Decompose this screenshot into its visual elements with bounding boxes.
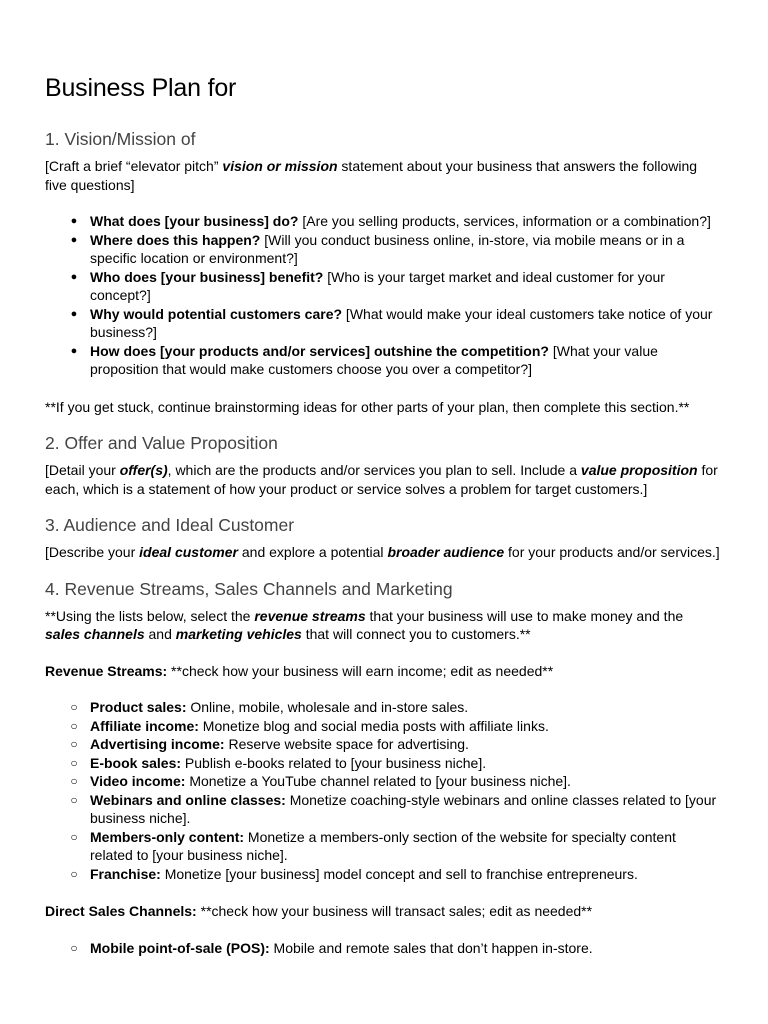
list-item-label: How does [your products and/or services] outshine the competition? xyxy=(90,342,549,359)
bullet-circle-icon: ○ xyxy=(70,718,78,733)
audience-paragraph xyxy=(45,543,720,562)
audience-text: [Describe your xyxy=(45,544,140,560)
list-item-label: E-book sales: xyxy=(90,754,182,771)
bullet-disc-icon: ● xyxy=(70,270,78,283)
vision-intro-text: [Craft a brief “elevator pitch” xyxy=(45,158,223,174)
bullet-circle-icon: ○ xyxy=(70,755,78,770)
revenue-streams-title: Revenue Streams: xyxy=(45,662,168,679)
list-item-label: Webinars and online classes: xyxy=(90,791,286,808)
direct-sales-note: **check how your business will transact sales; edit as needed** xyxy=(196,903,593,919)
list-item-text: Monetize coaching-style webinars and online classes related to [your business niche]. xyxy=(90,791,717,826)
list-item-label: Affiliate income: xyxy=(90,717,199,734)
vision-intro xyxy=(45,157,720,194)
list-item xyxy=(45,735,720,754)
list-item-text: Publish e-books related to [your business niche]. xyxy=(181,754,487,771)
revenue-intro-emphasis: marketing vehicles xyxy=(175,626,302,642)
list-item-label: Advertising income: xyxy=(90,736,225,752)
audience-text: for your products and/or services.] xyxy=(504,544,720,560)
list-item xyxy=(45,305,720,342)
list-item-text: Monetize [your business] model concept and sell to franchise entrepreneurs. xyxy=(160,865,638,882)
list-item-label: Who does [your business] benefit? xyxy=(90,268,324,285)
direct-sales-title: Direct Sales Channels: xyxy=(45,903,197,919)
bullet-circle-icon: ○ xyxy=(70,829,78,844)
revenue-intro-text: **Using the lists below, select the xyxy=(45,607,255,624)
list-item-text: Monetize a YouTube channel related to [your business niche]. xyxy=(185,773,571,789)
revenue-streams-label xyxy=(45,662,720,681)
list-item-text: [Are you selling products, services, information or a combination?] xyxy=(298,213,711,229)
list-item-text: [Who is your target market and ideal customer for your concept?] xyxy=(90,268,665,303)
vision-note: **If you get stuck, continue brainstorming ideas for other parts of your plan, then complete this section.** xyxy=(45,398,690,415)
bullet-disc-icon: ● xyxy=(70,344,78,357)
list-item-text: [What would make your ideal customers take notice of your business?] xyxy=(90,305,713,340)
list-item-label: Franchise: xyxy=(90,865,161,882)
list-item-text: Monetize a members-only section of the website for specialty content related to [your business niche]. xyxy=(90,828,676,863)
list-item xyxy=(45,865,720,884)
list-item-label: Where does this happen? xyxy=(90,231,261,248)
list-item-text: Online, mobile, wholesale and in-store sales. xyxy=(186,699,469,715)
revenue-intro-text: that your business will use to make money and the xyxy=(365,607,684,624)
list-item-label: What does [your business] do? xyxy=(90,213,299,229)
offer-text: for each, which is a statement of how your product or service solves a problem for target customers.] xyxy=(45,462,718,497)
list-item xyxy=(45,828,720,865)
offer-paragraph xyxy=(45,461,720,498)
list-item-text: Monetize blog and social media posts with affiliate links. xyxy=(198,717,549,734)
list-item-text: [Will you conduct business online, in-store, via mobile means or in a specific location or environment?] xyxy=(90,231,685,266)
direct-sales-label xyxy=(45,902,720,921)
vision-intro-text-end: statement about your business that answers the following five questions] xyxy=(45,158,698,193)
list-item xyxy=(45,754,720,773)
direct-sales-list xyxy=(45,939,720,958)
offer-emphasis: value proposition xyxy=(580,462,698,478)
list-item xyxy=(45,231,720,268)
list-item xyxy=(45,939,720,958)
list-item-label: Members-only content: xyxy=(90,828,245,845)
revenue-intro xyxy=(45,607,720,644)
list-item-label: Mobile point-of-sale (POS): xyxy=(90,939,270,956)
vision-intro-emphasis: vision or mission xyxy=(222,158,338,174)
section-heading-revenue: 4. Revenue Streams, Sales Channels and Marketing xyxy=(45,578,453,599)
revenue-streams-list xyxy=(45,698,720,883)
revenue-intro-emphasis: revenue streams xyxy=(254,607,366,624)
list-item xyxy=(45,791,720,828)
list-item-text: Mobile and remote sales that don’t happen in-store. xyxy=(269,939,593,956)
vision-question-list xyxy=(45,212,720,379)
list-item xyxy=(45,212,720,231)
list-item xyxy=(45,268,720,305)
bullet-circle-icon: ○ xyxy=(70,866,78,881)
section-heading-audience: 3. Audience and Ideal Customer xyxy=(45,515,295,535)
list-item xyxy=(45,717,720,736)
offer-text: [Detail your xyxy=(45,462,120,478)
list-item-label: Video income: xyxy=(90,773,186,789)
offer-emphasis: offer(s) xyxy=(119,462,168,478)
bullet-circle-icon: ○ xyxy=(70,737,78,751)
list-item-label: Product sales: xyxy=(90,699,187,715)
list-item xyxy=(45,772,720,791)
list-item-text: Reserve website space for advertising. xyxy=(224,736,469,752)
list-item xyxy=(45,342,720,379)
bullet-disc-icon: ● xyxy=(70,233,78,246)
audience-emphasis: ideal customer xyxy=(139,544,238,560)
bullet-circle-icon: ○ xyxy=(70,700,78,714)
revenue-streams-note: **check how your business will earn income; edit as needed** xyxy=(167,662,554,679)
list-item xyxy=(45,698,720,717)
list-item-label: Why would potential customers care? xyxy=(90,305,343,322)
bullet-disc-icon: ● xyxy=(70,215,78,227)
page-title: Business Plan for xyxy=(45,74,237,102)
bullet-circle-icon: ○ xyxy=(70,940,78,955)
bullet-disc-icon: ● xyxy=(70,307,78,320)
bullet-circle-icon: ○ xyxy=(70,792,78,807)
revenue-intro-emphasis: sales channels xyxy=(45,626,145,642)
section-heading-vision: 1. Vision/Mission of xyxy=(45,129,196,149)
offer-text: , which are the products and/or services you plan to sell. Include a xyxy=(167,462,581,478)
list-item-text: [What your value proposition that would make customers choose you over a competitor?] xyxy=(90,342,658,377)
audience-emphasis: broader audience xyxy=(387,544,505,560)
bullet-circle-icon: ○ xyxy=(70,774,78,788)
revenue-intro-text: that will connect you to customers.** xyxy=(301,626,531,642)
revenue-intro-text: and xyxy=(144,626,176,642)
audience-text: and explore a potential xyxy=(237,544,388,560)
section-heading-offer: 2. Offer and Value Proposition xyxy=(45,433,278,453)
